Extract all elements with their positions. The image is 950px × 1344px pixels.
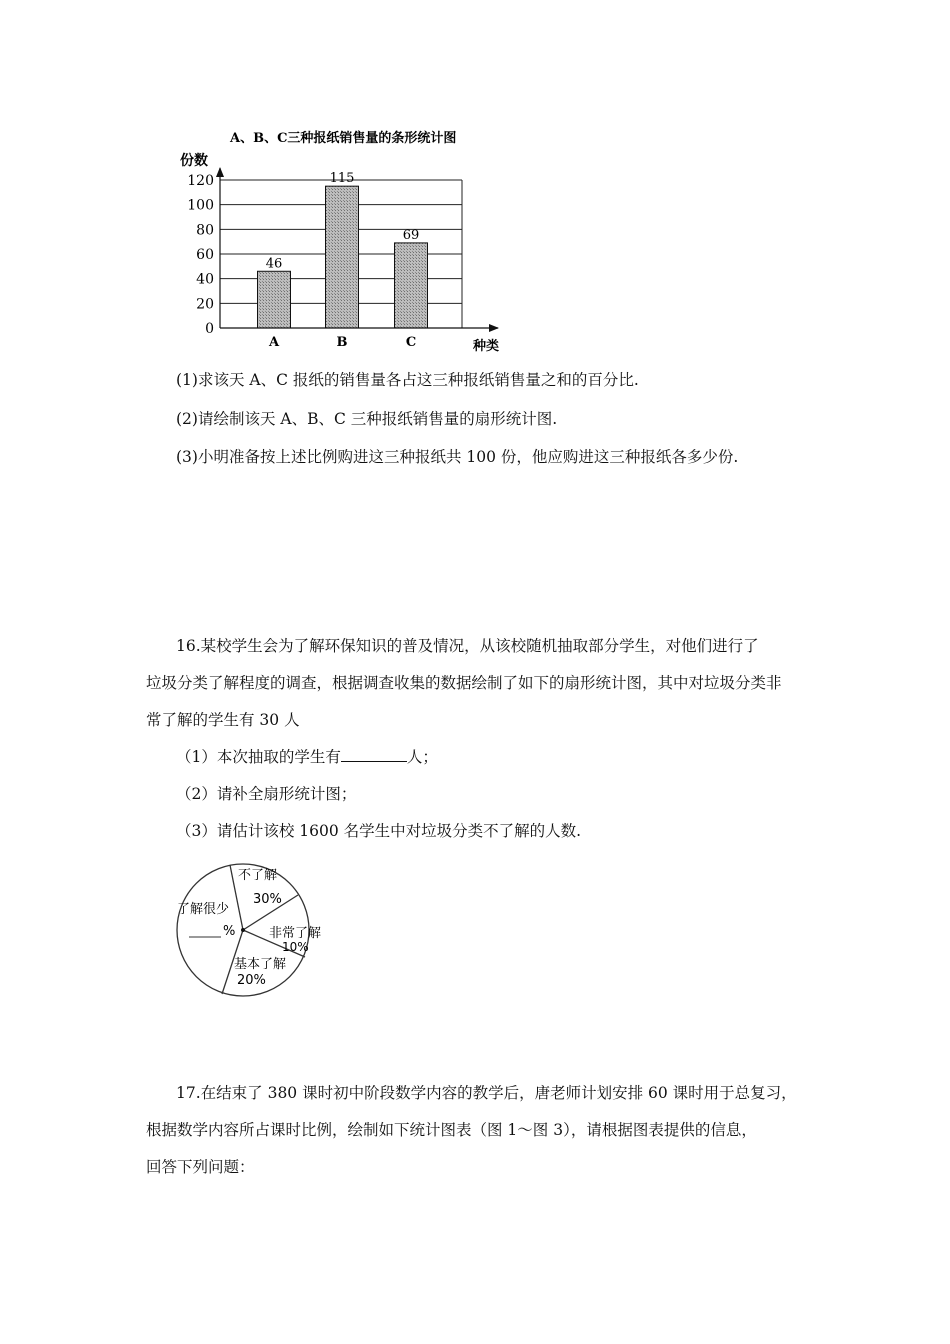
answer-blank	[341, 747, 407, 762]
bar-value-label: 46	[265, 256, 283, 272]
bar-value-label: 69	[402, 227, 420, 243]
q16-line1: 16.某校学生会为了解环保知识的普及情况，从该校随机抽取部分学生，对他们进行了	[176, 637, 759, 655]
y-axis-label: 份数	[180, 153, 208, 169]
y-tick-label: 120	[187, 173, 214, 189]
pie-value-henshao: %	[223, 924, 236, 939]
pie-value-bulijie: 30%	[253, 892, 282, 907]
q16-line3: 常了解的学生有 30 人	[146, 711, 300, 729]
pie-value-jiben: 20%	[237, 973, 266, 988]
y-tick-label: 100	[187, 197, 214, 214]
bar-chart	[170, 120, 520, 360]
x-tick-label: C	[405, 335, 417, 350]
y-tick-label: 40	[196, 271, 214, 288]
pie-value-feichang: 10%	[282, 940, 309, 954]
bar-B	[326, 186, 359, 328]
pie-label-henshao: 了解很少	[177, 902, 230, 917]
q16-part2: （2）请补全扇形统计图；	[176, 785, 357, 803]
q16-line2: 垃圾分类了解程度的调查，根据调查收集的数据绘制了如下的扇形统计图，其中对垃圾分类非	[146, 674, 782, 692]
pie-chart	[165, 855, 340, 1005]
q16-part3: （3）请估计该校 1600 名学生中对垃圾分类不了解的人数.	[176, 822, 582, 840]
q15-part3: (3)小明准备按上述比例购进这三种报纸共 100 份，他应购进这三种报纸各多少份.	[176, 448, 739, 466]
q15-part2: (2)请绘制该天 A、B、C 三种报纸销售量的扇形统计图.	[176, 410, 558, 428]
x-tick-label: A	[268, 335, 280, 350]
pie-label-feichang: 非常了解	[269, 926, 322, 941]
y-tick-label: 20	[196, 296, 214, 313]
pie-label-bulijie: 不了解	[238, 868, 278, 883]
q16-part1	[176, 747, 438, 767]
q17-line1: 17.在结束了 380 课时初中阶段数学内容的教学后，唐老师计划安排 60 课时用于总复习，	[176, 1084, 797, 1102]
chart-title: A、B、C三种报纸销售量的条形统计图	[230, 131, 457, 146]
y-tick-label: 60	[196, 247, 214, 263]
bar-A	[258, 271, 291, 328]
bar-value-label: 115	[329, 171, 355, 187]
x-axis-label: 种类	[473, 339, 500, 354]
y-tick-label: 0	[205, 321, 214, 337]
bar-C	[395, 243, 428, 328]
pie-center	[241, 928, 245, 932]
q17-line2: 根据数学内容所占课时比例，绘制如下统计图表（图 1～图 3），请根据图表提供的信息，	[146, 1121, 757, 1139]
pie-label-jiben: 基本了解	[234, 957, 287, 972]
y-tick-label: 80	[196, 222, 214, 239]
q16-part1-before: （1）本次抽取的学生有	[176, 748, 341, 766]
q16-part1-after: 人；	[406, 748, 438, 766]
q15-part1: (1)求该天 A、C 报纸的销售量各占这三种报纸销售量之和的百分比.	[176, 371, 639, 389]
x-tick-label: B	[336, 335, 348, 350]
q17-line3: 回答下列问题：	[146, 1158, 255, 1176]
